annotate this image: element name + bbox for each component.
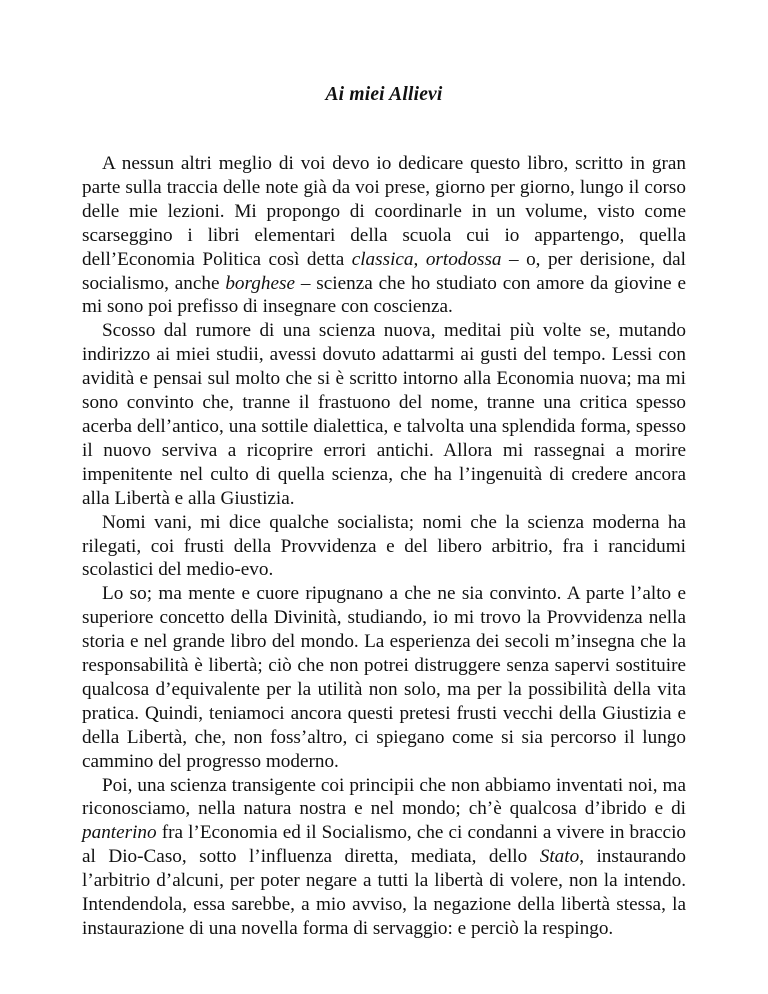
paragraph-2	[82, 319, 686, 510]
text-segment: , instaurando l’arbitrio d’alcuni, per poter negare a tutti la libertà di volere, non la intendo. Intendendola, essa sarebbe, a mio avviso, la negazione della libertà stessa, la instaurazione di una novella forma di servaggio: e perciò la respingo.	[82, 846, 686, 939]
italic-term-borghese: borghese	[225, 272, 295, 294]
italic-term-ortodossa: ortodossa	[425, 248, 502, 270]
text-segment: – o, per derisione, dal socialismo, anche	[82, 248, 686, 294]
text-segment: A nessun altri meglio di voi devo io dedicare questo libro, scritto in gran parte sulla traccia delle note già da voi prese, giorno per giorno, lungo il corso delle mie lezioni. Mi propongo di coordinarle in un volume, visto come scarseggino i libri elementari della scuola cui io appartengo, quella dell’Economia Politica così detta	[82, 153, 686, 270]
text-segment: Lo so; ma mente e cuore ripugnano a che ne sia convinto. A parte l’alto e superiore concetto della Divinità, studiando, io mi trovo la Provvidenza nella storia e nel grande libro del mondo. La esperienza dei secoli m’insegna che la responsabilità è libertà; ciò che non potrei distruggere senza sapervi sostituire qualcosa d’equivalente per la utilità non solo, ma per la possibilità della vita pratica. Quindi, teniamoci ancora questi pretesi frusti vecchi della Giustizia e della Libertà, che, non foss’altro, ci spiegano come si sia percorso il lungo cammino del progresso moderno.	[82, 583, 686, 772]
paragraph-5	[82, 774, 686, 941]
text-segment: ,	[413, 248, 426, 270]
italic-term-classica: classica	[351, 248, 414, 270]
text-segment: fra l’Economia ed il Socialismo, che ci condanni a vivere in braccio al Dio-Caso, sotto l’influenza diretta, mediata, dello	[82, 822, 686, 868]
page-body	[82, 83, 686, 941]
paragraph-3	[82, 511, 686, 583]
dedication-heading: Ai miei Allievi	[325, 84, 443, 105]
text-segment: Poi, una scienza transigente coi principii che non abbiamo inventati noi, ma riconosciamo, nella natura nostra e nel mondo; ch’è qualcosa d’ibrido e di	[82, 774, 686, 820]
text-segment: Nomi vani, mi dice qualche socialista; nomi che la scienza moderna ha rilegati, coi frusti della Provvidenza e del libero arbitrio, fra i rancidumi scolastici del medio-evo.	[82, 511, 686, 581]
italic-term-stato: Stato	[539, 846, 580, 868]
italic-term-panterino: panterino	[82, 822, 157, 844]
paragraph-1	[82, 152, 686, 319]
text-segment: Scosso dal rumore di una scienza nuova, meditai più volte se, mutando indirizzo ai miei studii, avessi dovuto adattarmi ai gusti del tempo. Lessi con avidità e pensai sul molto che si è scritto intorno alla Economia nuova; ma mi sono convinto che, tranne il frastuono del nome, tranne una critica spesso acerba dell’antico, una sottile dialettica, e talvolta una splendida forma, spesso il nuovo serviva a ricoprire errori antichi. Allora mi rassegnai a morire impenitente nel culto di quella scienza, che ha l’ingenuità di credere ancora alla Libertà e alla Giustizia.	[82, 320, 686, 509]
text-segment: – scienza che ho studiato con amore da giovine e mi sono poi prefisso di insegnare con coscienza.	[82, 272, 686, 318]
paragraph-4	[82, 582, 686, 773]
